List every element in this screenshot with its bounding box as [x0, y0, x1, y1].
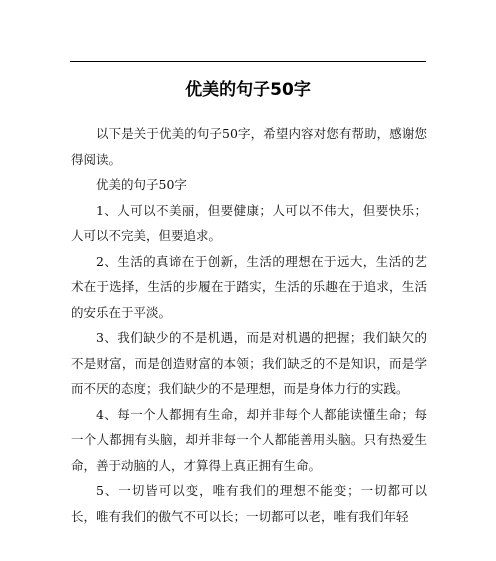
intro-paragraph: 以下是关于优美的句子50字，希望内容对您有帮助，感谢您得阅读。 — [71, 126, 427, 167]
sentence-paragraph-1: 1、人可以不美丽，但要健康；人可以不伟大，但要快乐；人可以不完美，但要追求。 — [71, 202, 427, 243]
sentence-paragraph-4: 4、每一个人都拥有生命，却并非每个人都能读懂生命；每一个人都拥有头脑，却并非每一个人都能善用头脑。只有热爱生命，善于动脑的人，才算得上真正拥有生命。 — [71, 406, 427, 473]
sentence-paragraph-3: 3、我们缺少的不是机遇，而是对机遇的把握；我们缺欠的不是财富，而是创造财富的本领；我们缺乏的不是知识，而是学而不厌的态度；我们缺少的不是理想，而是身体力行的实践。 — [71, 330, 427, 396]
sentence-paragraph-2: 2、生活的真谛在于创新，生活的理想在于远大，生活的艺术在于选择，生活的步履在于踏实，生活的乐趣在于追求，生活的安乐在于平淡。 — [71, 253, 427, 320]
document-title: 优美的句子50字 — [185, 80, 311, 100]
header-rule — [70, 61, 426, 62]
sentence-paragraph-5: 5、一切皆可以变，唯有我们的理想不能变；一切都可以长，唯有我们的傲气不可以长；一切都可以老，唯有我们年轻 — [71, 483, 427, 524]
document-body — [71, 121, 427, 529]
section-heading: 优美的句子50字 — [96, 177, 187, 192]
